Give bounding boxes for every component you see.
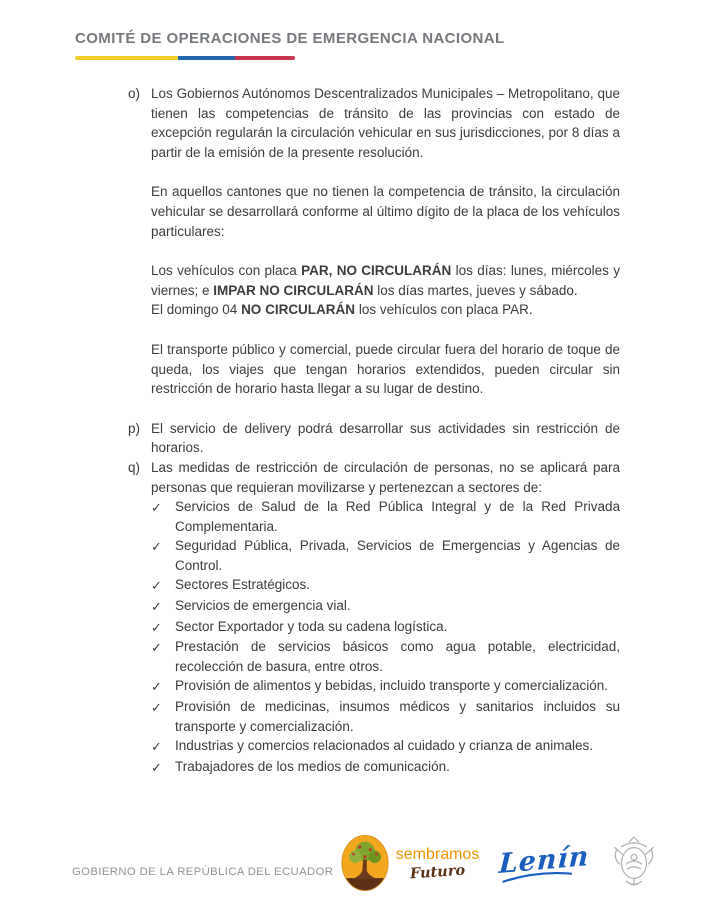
list-marker: p) [128,420,141,436]
plate-rule-line [151,261,620,300]
checklist-item [151,575,620,596]
document-header [75,30,505,47]
list-item-body [151,419,620,458]
checklist-item-text: Prestación de servicios básicos como agua potable, electricidad, recolección de basura, entre otros. [175,639,620,674]
checkmark-icon: ✓ [151,759,162,775]
checklist-item-text: Trabajadores de los medios de comunicación. [175,758,450,774]
checklist-item-text: Seguridad Pública, Privada, Servicios de Emergencias y Agencias de Control. [175,538,620,573]
checklist-item [151,617,620,638]
checkmark-icon: ✓ [151,700,162,716]
text-segment: Los vehículos con placa [151,263,302,279]
list-item-body [151,458,620,778]
flag-red-segment [235,56,295,60]
bold-text-segment: NO CIRCULARÁN [241,302,356,318]
text-segment: El domingo 04 [151,302,242,318]
checklist-item [151,536,620,575]
sembramos-text: sembramos [395,845,480,863]
paragraph-municipal-gads: Los Gobiernos Autónomos Descentralizados Municipales – Metropolitano, que tienen las competencias de tránsito de las provincias con estado de excepción regularán la circulación vehicular en sus jurisdicciones, por 8 días a partir de la emisión de la presente resolución. [151,86,620,160]
page-title: COMITÉ DE OPERACIONES DE EMERGENCIA NACIONAL [75,30,505,47]
tree-badge-icon [341,834,389,892]
footer-logos [341,832,658,894]
checkmark-icon: ✓ [151,599,162,615]
checklist-item [151,676,620,697]
sunday-rule-line [151,300,620,320]
checkmark-icon: ✓ [151,679,162,695]
document-body [128,84,620,777]
checklist-item-text: Provisión de alimentos y bebidas, incluido transporte y comercialización. [175,678,608,694]
sembramos-wordmark [395,845,480,883]
checklist-item-text: Sectores Estratégicos. [175,577,311,593]
government-footer-text: GOBIERNO DE LA REPÚBLICA DEL ECUADOR [72,866,334,878]
checklist-item [151,736,620,757]
lenin-signature-text: Lenín [498,840,591,881]
checklist-item [151,596,620,617]
exempt-sectors-checklist [151,497,620,777]
paragraph-circulation-exceptions: Las medidas de restricción de circulación de personas, no se aplicará para personas que requieran movilizarse y pertenezcan a sectores de: [151,459,620,495]
checklist-item-text: Sector Exportador y toda su cadena logística. [175,618,448,634]
ecuador-flag-divider [75,56,295,60]
list-marker: q) [128,459,141,475]
paragraph-cantones: En aquellos cantones que no tienen la competencia de tránsito, la circulación vehicular se desarrollará conforme al último dígito de la placa de los vehículos particulares: [151,184,620,239]
checklist-item [151,697,620,736]
checklist-item [151,757,620,778]
checklist-item-text: Servicios de emergencia vial. [175,598,351,614]
list-item-q [128,458,620,778]
bold-text-segment: PAR, NO CIRCULARÁN [301,263,452,279]
list-item-o [128,84,620,419]
checkmark-icon: ✓ [151,578,162,594]
list-marker: o) [128,86,141,101]
paragraph-plate-restrictions [151,261,620,320]
sembramos-futuro-logo [341,834,480,892]
checkmark-icon: ✓ [151,739,162,755]
checkmark-icon: ✓ [151,539,162,555]
checklist-item-text: Servicios de Salud de la Red Pública Integral y de la Red Privada Complementaria. [175,499,620,534]
flag-blue-segment [178,56,235,60]
text-segment: los vehículos con placa PAR. [355,302,533,318]
bold-text-segment: IMPAR NO CIRCULARÁN [213,282,374,298]
checkmark-icon: ✓ [151,640,162,656]
ecuador-coat-of-arms-icon [610,833,658,893]
text-segment: los días: lunes, miércoles y viernes; e [151,263,621,298]
paragraph-delivery: El servicio de delivery podrá desarrollar sus actividades sin restricción de horarios. [151,420,620,456]
flag-yellow-segment [75,56,178,60]
text-segment: los días martes, jueves y sábado. [373,282,578,298]
checkmark-icon: ✓ [151,500,162,516]
list-item-p [128,419,620,458]
checklist-item-text: Industrias y comercios relacionados al cuidado y crianza de animales. [175,738,593,754]
checklist-item [151,497,620,536]
paragraph-public-transport: El transporte público y comercial, puede circular fuera del horario de toque de queda, los viajes que tengan horarios extendidos, pueden circular sin restricción de horario hasta llegar a su lugar de destino. [151,341,620,397]
list-item-body [151,84,620,419]
checkmark-icon: ✓ [151,619,162,635]
checklist-item-text: Provisión de medicinas, insumos médicos y sanitarios incluidos su transporte y comercialización. [175,699,620,734]
futuro-text: Futuro [409,861,466,883]
lenin-signature-logo [494,841,595,885]
checklist-item [151,637,620,676]
